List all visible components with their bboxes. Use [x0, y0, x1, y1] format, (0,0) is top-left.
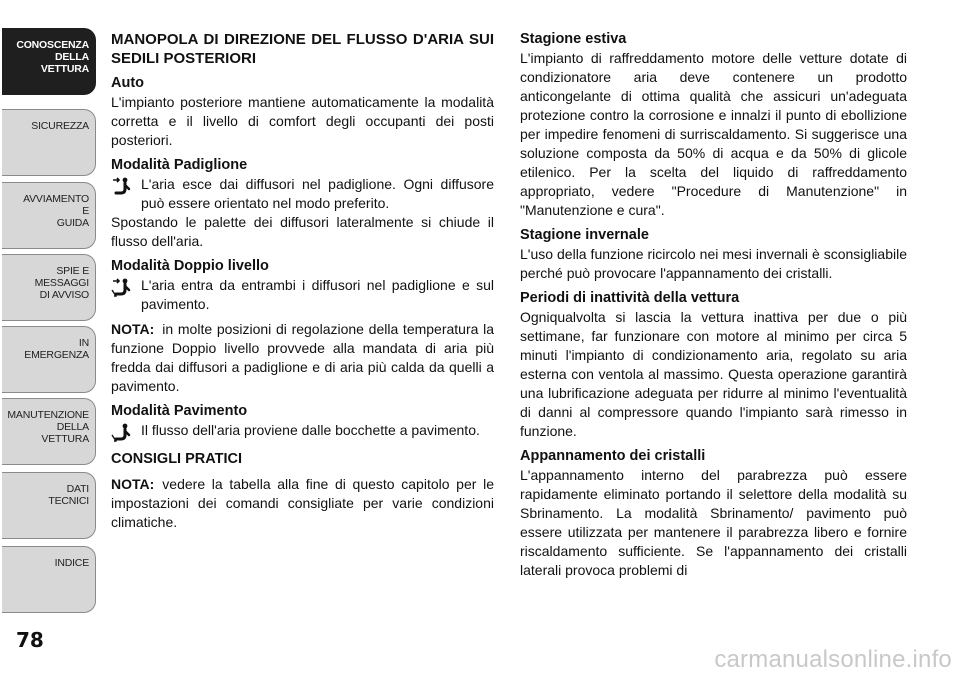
auto-heading: Auto — [111, 75, 145, 91]
airflow-bilevel-icon — [111, 276, 135, 300]
padiglione-block — [111, 175, 494, 213]
estiva-heading: Stagione estiva — [520, 31, 627, 47]
airflow-panel-icon — [111, 175, 135, 199]
note-1-text: in molte posizioni di regolazione della temperatura la funzione Doppio livello provvede alla mandata di aria più fredda dai diffusori a padiglione e di aria più calda da quelli a pavimento. — [111, 321, 494, 394]
appannamento-text: L'appannamento interno del parabrezza può essere rapidamente eliminato portando il selettore della modalità su Sbrinamento. La modalità Sbrinamento/ pavimento può essere utilizzata per mantenere il parabrezza libero e fornire riscaldamento sufficiente. Se l'appannamento dei cristalli laterali provoca problemi di — [520, 467, 907, 578]
watermark: carmanualsonline.info — [714, 646, 952, 673]
doppio-block — [111, 276, 494, 314]
tab-indice[interactable]: INDICE — [2, 546, 96, 613]
pavimento-block — [111, 421, 494, 440]
estiva-text: L'impianto di raffreddamento motore delle vetture dotate di condizionatore aria deve contenere un prodotto anticongelante di ottima qualità che assicuri un'adeguata protezione contro la corrosione e innalzi il punto di ebollizione per impedire fenomeni di surriscaldamento. Si suggerisce una soluzione composta da 50% di acqua e da 50% di glicole etilenico. Per la scelta del liquido di raffreddamento appropriato, vedere "Procedure di Manutenzione" in "Manutenzione e cura". — [520, 50, 907, 218]
note-2-label: NOTA: — [111, 476, 155, 492]
note-2 — [111, 475, 494, 532]
auto-text: L'impianto posteriore mantiene automaticamente la modalità corretta e il livello di comfort degli occupanti dei posti posteriori. — [111, 94, 494, 148]
note-2-text: vedere la tabella alla fine di questo capitolo per le impostazioni dei comandi consigliate per varie condizioni climatiche. — [111, 476, 494, 530]
pavimento-text: Il flusso dell'aria proviene dalle bocchette a pavimento. — [141, 422, 480, 438]
padiglione-heading: Modalità Padiglione — [111, 157, 248, 173]
chapter-sidebar — [0, 0, 100, 678]
invernale-text: L'uso della funzione ricircolo nei mesi invernali è sconsigliabile perché può provocare l'appannamento dei cristalli. — [520, 246, 907, 281]
doppio-text: L'aria entra da entrambi i diffusori nel padiglione e sul pavimento. — [141, 277, 494, 312]
tab-spie-e-messaggi[interactable]: SPIE E MESSAGGI DI AVVISO — [2, 254, 96, 321]
airflow-floor-icon — [111, 421, 135, 445]
appannamento-heading: Appannamento dei cristalli — [520, 448, 706, 464]
inattivita-text: Ogniqualvolta si lascia la vettura inattiva per due o più settimane, far funzionare con motore al minimo per circa 5 minuti l'impianto di condizionamento aria, regolato su aria esterna con ventola al massimo. Questa operazione garantirà una lubrificazione adeguata per ridurre al minimo l'eventualità di danni al compressore quando l'impianto sarà rimesso in funzione. — [520, 309, 907, 439]
tab-in-emergenza[interactable]: IN EMERGENZA — [2, 326, 96, 393]
doppio-heading: Modalità Doppio livello — [111, 258, 269, 274]
note-1 — [111, 320, 494, 396]
section-title: MANOPOLA DI DIREZIONE DEL FLUSSO D'ARIA SUI SEDILI POSTERIORI — [111, 31, 494, 67]
consigli-heading: CONSIGLI PRATICI — [111, 451, 243, 467]
padiglione-text-2: Spostando le palette dei diffusori lateralmente si chiude il flusso dell'aria. — [111, 214, 494, 249]
tab-sicurezza[interactable]: SICUREZZA — [2, 109, 96, 176]
invernale-heading: Stagione invernale — [520, 227, 649, 243]
left-column — [111, 30, 494, 532]
pavimento-heading: Modalità Pavimento — [111, 403, 248, 419]
tab-conoscenza-della-vettura[interactable]: CONOSCENZA DELLA VETTURA — [2, 28, 96, 95]
note-1-label: NOTA: — [111, 321, 155, 337]
tab-dati-tecnici[interactable]: DATI TECNICI — [2, 472, 96, 539]
right-column — [520, 30, 907, 580]
page-number: 78 — [16, 628, 44, 652]
padiglione-text: L'aria esce dai diffusori nel padiglione. Ogni diffusore può essere orientato nel modo preferito. — [141, 176, 494, 211]
tab-manutenzione[interactable]: MANUTENZIONE DELLA VETTURA — [2, 398, 96, 465]
inattivita-heading: Periodi di inattività della vettura — [520, 290, 740, 306]
tab-avviamento-e-guida[interactable]: AVVIAMENTO E GUIDA — [2, 182, 96, 249]
